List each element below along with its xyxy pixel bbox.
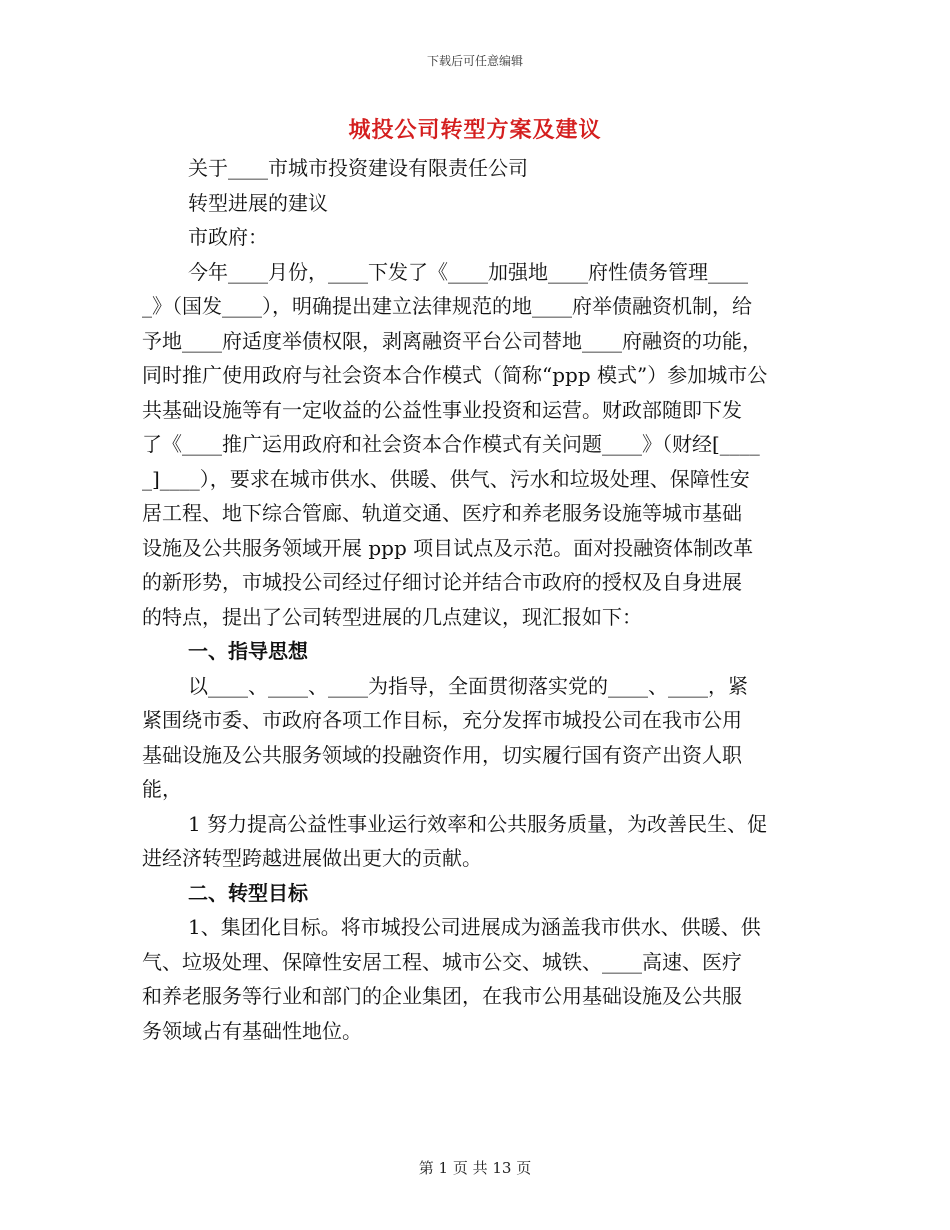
para1-line: 予地____府适度举债权限，剥离融资平台公司替地____府融资的功能， — [142, 328, 762, 353]
section1-line: 能， — [142, 777, 182, 801]
para1-line: 共基础设施等有一定收益的公益性事业投资和运营。财政部随即下发 — [142, 397, 742, 422]
section2-line: 气、垃圾处理、保障性安居工程、城市公交、城铁、____高速、医疗 — [142, 949, 742, 974]
section1-line: 紧围绕市委、市政府各项工作目标，充分发挥市城投公司在我市公用 — [142, 708, 742, 732]
para1-line: 设施及公共服务领域开展 ppp 项目试点及示范。面对投融资体制改革 — [142, 535, 754, 560]
section2-line: 务领域占有基础性地位。 — [142, 1018, 362, 1043]
section-heading-transformation-goals: 二、转型目标 — [188, 880, 308, 905]
section1-para2-line: 进经济转型跨越进展做出更大的贡献。 — [142, 846, 482, 870]
header-note: 下载后可任意编辑 — [426, 54, 523, 68]
section2-line: 和养老服务等行业和部门的企业集团，在我市公用基础设施及公共服 — [142, 984, 742, 1008]
para1-line: _》（国发____），明确提出建立法律规范的地____府举债融资机制，给 — [142, 294, 752, 318]
section1-para2-line: 1 努力提高公益性事业运行效率和公共服务质量，为改善民生、促 — [188, 811, 768, 836]
section1-line: 以____、____、____为指导，全面贯彻落实党的____、____，紧 — [188, 673, 748, 698]
section1-line: 基础设施及公共服务领域的投融资作用，切实履行国有资产出资人职 — [142, 742, 742, 767]
intro-line-2: 转型进展的建议 — [188, 190, 328, 215]
para1-line: 的特点，提出了公司转型进展的几点建议，现汇报如下： — [142, 604, 642, 629]
document-title: 城投公司转型方案及建议 — [348, 117, 602, 143]
page-footer: 第 1 页 共 13 页 — [418, 1159, 532, 1177]
section2-line: 1、集团化目标。将市城投公司进展成为涵盖我市供水、供暖、供 — [188, 915, 761, 939]
para1-line: 今年____月份，____下发了《____加强地____府性债务管理____ — [188, 259, 748, 284]
para1-line: _]____），要求在城市供水、供暖、供气、污水和垃圾处理、保障性安 — [142, 466, 750, 491]
para1-line: 的新形势，市城投公司经过仔细讨论并结合市政府的授权及自身进展 — [142, 570, 742, 594]
para1-line: 居工程、地下综合管廊、轨道交通、医疗和养老服务设施等城市基础 — [142, 501, 742, 525]
document-body — [142, 151, 812, 1048]
para1-line: 了《____推广运用政府和社会资本合作模式有关问题____》（财经[____ — [142, 432, 760, 456]
salutation: 市政府： — [188, 225, 268, 249]
para1-line: 同时推广使用政府与社会资本合作模式（简称“ppp 模式”）参加城市公 — [142, 363, 768, 387]
intro-line-1: 关于____市城市投资建设有限责任公司 — [188, 156, 528, 180]
section-heading-guiding-ideology: 一、指导思想 — [188, 639, 308, 663]
